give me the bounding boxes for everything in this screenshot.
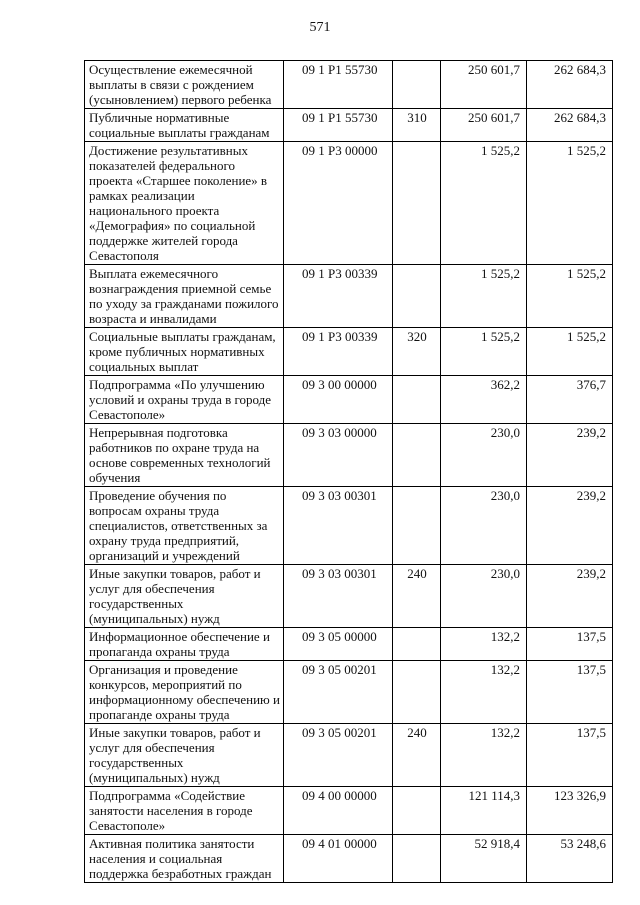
row-expense-type [393, 265, 441, 328]
row-name: Социальные выплаты гражданам, кроме публичных нормативных социальных выплат [85, 328, 284, 376]
row-name: Подпрограмма «Содействие занятости населения в городе Севастополе» [85, 787, 284, 835]
row-name: Подпрограмма «По улучшению условий и охраны труда в городе Севастополе» [85, 376, 284, 424]
table-body [85, 61, 613, 883]
row-expense-type [393, 487, 441, 565]
budget-table [84, 60, 613, 883]
row-name: Непрерывная подготовка работников по охране труда на основе современных технологий обучения [85, 424, 284, 487]
row-code: 09 3 03 00301 [284, 565, 393, 628]
row-name: Иные закупки товаров, работ и услуг для обеспечения государственных (муниципальных) нужд [85, 565, 284, 628]
row-amount-year2: 137,5 [527, 724, 613, 787]
row-amount-year2: 53 248,6 [527, 835, 613, 883]
row-amount-year1: 132,2 [441, 661, 527, 724]
row-code: 09 1 P3 00339 [284, 265, 393, 328]
row-name: Осуществление ежемесячной выплаты в связи с рождением (усыновлением) первого ребенка [85, 61, 284, 109]
row-code: 09 3 03 00000 [284, 424, 393, 487]
row-amount-year2: 123 326,9 [527, 787, 613, 835]
table-row [85, 835, 613, 883]
table-row [85, 628, 613, 661]
table-row [85, 487, 613, 565]
row-amount-year2: 376,7 [527, 376, 613, 424]
row-expense-type: 320 [393, 328, 441, 376]
table-row [85, 142, 613, 265]
row-code: 09 3 05 00201 [284, 661, 393, 724]
row-amount-year1: 132,2 [441, 628, 527, 661]
table-row [85, 328, 613, 376]
row-amount-year1: 230,0 [441, 424, 527, 487]
row-code: 09 1 P1 55730 [284, 61, 393, 109]
row-expense-type [393, 628, 441, 661]
row-amount-year1: 1 525,2 [441, 142, 527, 265]
table-row [85, 565, 613, 628]
row-amount-year1: 52 918,4 [441, 835, 527, 883]
row-name: Проведение обучения по вопросам охраны труда специалистов, ответственных за охрану труда предприятий, организаций и учреждений [85, 487, 284, 565]
table-row [85, 424, 613, 487]
row-amount-year1: 132,2 [441, 724, 527, 787]
row-code: 09 1 P1 55730 [284, 109, 393, 142]
row-expense-type [393, 61, 441, 109]
row-code: 09 3 05 00000 [284, 628, 393, 661]
row-name: Выплата ежемесячного вознаграждения приемной семье по уходу за гражданами пожилого возраста и инвалидами [85, 265, 284, 328]
row-amount-year1: 1 525,2 [441, 265, 527, 328]
row-amount-year2: 137,5 [527, 661, 613, 724]
row-expense-type [393, 142, 441, 265]
table-row [85, 787, 613, 835]
row-amount-year2: 262 684,3 [527, 61, 613, 109]
row-code: 09 4 00 00000 [284, 787, 393, 835]
page-number: 571 [309, 20, 331, 35]
row-amount-year2: 1 525,2 [527, 328, 613, 376]
row-amount-year1: 121 114,3 [441, 787, 527, 835]
row-amount-year2: 239,2 [527, 424, 613, 487]
row-expense-type [393, 661, 441, 724]
table-row [85, 724, 613, 787]
row-code: 09 4 01 00000 [284, 835, 393, 883]
row-amount-year1: 362,2 [441, 376, 527, 424]
row-name: Организация и проведение конкурсов, мероприятий по информационному обеспечению и пропаганде охраны труда [85, 661, 284, 724]
row-name: Иные закупки товаров, работ и услуг для обеспечения государственных (муниципальных) нужд [85, 724, 284, 787]
row-amount-year1: 230,0 [441, 487, 527, 565]
row-expense-type [393, 376, 441, 424]
row-code: 09 3 03 00301 [284, 487, 393, 565]
row-amount-year2: 137,5 [527, 628, 613, 661]
row-expense-type [393, 835, 441, 883]
row-amount-year2: 1 525,2 [527, 265, 613, 328]
row-name: Достижение результативных показателей федерального проекта «Старшее поколение» в рамках реализации национального проекта «Демография» по социальной поддержке жителей города Севастополя [85, 142, 284, 265]
row-expense-type [393, 424, 441, 487]
row-amount-year1: 250 601,7 [441, 109, 527, 142]
row-amount-year2: 239,2 [527, 487, 613, 565]
table-row [85, 61, 613, 109]
row-expense-type: 240 [393, 724, 441, 787]
row-amount-year1: 250 601,7 [441, 61, 527, 109]
row-code: 09 1 P3 00000 [284, 142, 393, 265]
row-amount-year2: 262 684,3 [527, 109, 613, 142]
row-name: Информационное обеспечение и пропаганда охраны труда [85, 628, 284, 661]
row-amount-year1: 230,0 [441, 565, 527, 628]
row-code: 09 3 00 00000 [284, 376, 393, 424]
row-code: 09 1 P3 00339 [284, 328, 393, 376]
row-expense-type: 240 [393, 565, 441, 628]
row-amount-year2: 1 525,2 [527, 142, 613, 265]
table-row [85, 376, 613, 424]
table-row [85, 661, 613, 724]
table-row [85, 265, 613, 328]
row-amount-year2: 239,2 [527, 565, 613, 628]
row-expense-type [393, 787, 441, 835]
row-name: Активная политика занятости населения и социальная поддержка безработных граждан [85, 835, 284, 883]
row-code: 09 3 05 00201 [284, 724, 393, 787]
row-amount-year1: 1 525,2 [441, 328, 527, 376]
row-expense-type: 310 [393, 109, 441, 142]
row-name: Публичные нормативные социальные выплаты гражданам [85, 109, 284, 142]
table-row [85, 109, 613, 142]
